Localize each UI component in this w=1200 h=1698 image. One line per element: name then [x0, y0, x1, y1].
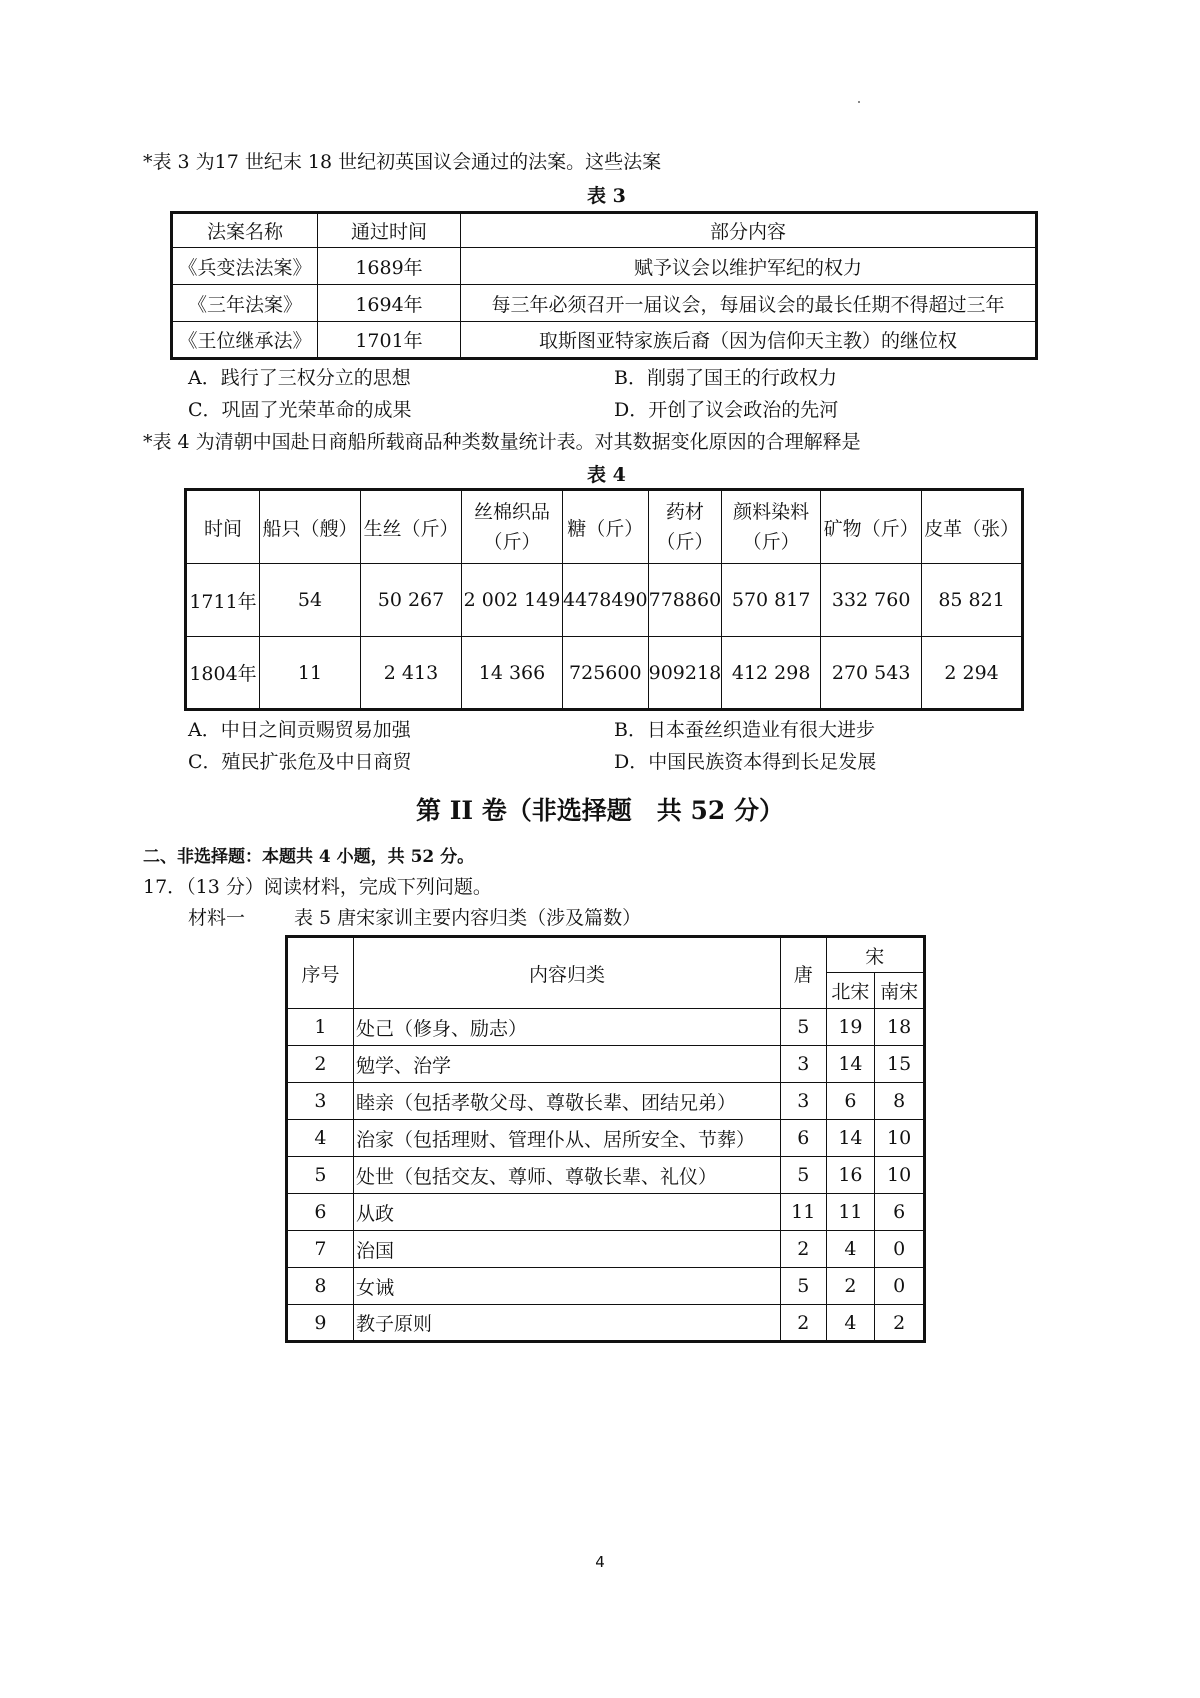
table4-row: [186, 637, 1023, 710]
table3-title: 表 3: [587, 185, 626, 207]
table3-cell: 1701年: [318, 322, 461, 359]
table5-cell: 5: [287, 1157, 354, 1194]
table5-row: [287, 1231, 925, 1268]
table5-cell: 勉学、治学: [353, 1046, 780, 1083]
q16-option-a[interactable]: A．中日之间贡赐贸易加强: [188, 719, 411, 741]
table4-header: [462, 490, 563, 564]
table3-header: 部分内容: [461, 213, 1037, 248]
table4-header-line: （斤）: [742, 531, 800, 553]
table5-cell: 从政: [353, 1194, 780, 1231]
table5-row: [287, 1305, 925, 1342]
table3-cell: 每三年必须召开一届议会，每届议会的最长任期不得超过三年: [461, 285, 1037, 322]
table5-cell: 3: [287, 1083, 354, 1120]
table5-row: [287, 1194, 925, 1231]
table3-row: [172, 322, 1037, 359]
part2-section-heading: 二、非选择题：本题共 4 小题，共 52 分。: [143, 847, 475, 867]
scan-dot: [858, 101, 860, 103]
table5-cell: 5: [780, 1009, 826, 1046]
table4-header-line: （斤）: [656, 531, 714, 553]
q16-option-b[interactable]: B．日本蚕丝织造业有很大进步: [614, 719, 875, 741]
table4-header: 时间: [186, 490, 260, 564]
table4-title: 表 4: [587, 464, 626, 486]
q15-stem: *表 3 为17 世纪末 18 世纪初英国议会通过的法案。这些法案: [143, 151, 662, 173]
table3-cell: 《王位继承法》: [172, 322, 318, 359]
table4-cell: 909218: [648, 637, 722, 710]
q15-option-b[interactable]: B．削弱了国王的行政权力: [614, 367, 837, 389]
table5-header-no: 序号: [287, 937, 354, 1009]
q15-option-c[interactable]: C．巩固了光荣革命的成果: [188, 399, 412, 421]
table4-header: 生丝（斤）: [361, 490, 462, 564]
table5-header-north-song: 北宋: [826, 973, 875, 1009]
table5-cell: 3: [780, 1083, 826, 1120]
table5-cell: 14: [826, 1046, 875, 1083]
table4-header-line: （斤）: [483, 531, 541, 553]
table5-cell: 3: [780, 1046, 826, 1083]
table4-header: 糖（斤）: [563, 490, 649, 564]
table3-cell: 《三年法案》: [172, 285, 318, 322]
table5-cell: 10: [875, 1120, 925, 1157]
table4-cell: 11: [260, 637, 361, 710]
table3-row: [172, 248, 1037, 285]
table5-cell: 2: [780, 1305, 826, 1342]
table3-row: [172, 285, 1037, 322]
table5-title: 表 5 唐宋家训主要内容归类（涉及篇数）: [294, 907, 642, 929]
table5-header-tang: 唐: [780, 937, 826, 1009]
table5-header-content: 内容归类: [353, 937, 780, 1009]
table5-cell: 7: [287, 1231, 354, 1268]
table4-header: 矿物（斤）: [821, 490, 922, 564]
table4-cell: 14 366: [462, 637, 563, 710]
table4-header-line: 颜料染料: [733, 501, 810, 523]
q16-stem: *表 4 为清朝中国赴日商船所载商品种类数量统计表。对其数据变化原因的合理解释是: [143, 431, 861, 453]
table4-cell: 1804年: [186, 637, 260, 710]
table3-cell: 1689年: [318, 248, 461, 285]
table3-header: 通过时间: [318, 213, 461, 248]
table4-cell: 4478490: [563, 564, 649, 637]
table5-cell: 睦亲（包括孝敬父母、尊敬长辈、团结兄弟）: [353, 1083, 780, 1120]
table4-cell: 725600: [563, 637, 649, 710]
table5-cell: 9: [287, 1305, 354, 1342]
table4-header: [722, 490, 821, 564]
table4-cell: 2 002 149: [462, 564, 563, 637]
table5-cell: 11: [826, 1194, 875, 1231]
table4-header-line: 药材: [665, 501, 704, 523]
table5-row: [287, 1046, 925, 1083]
table3: [170, 211, 1038, 360]
table5-cell: 治国: [353, 1231, 780, 1268]
table5-cell: 0: [875, 1268, 925, 1305]
table5-row: [287, 1009, 925, 1046]
table5-cell: 4: [826, 1231, 875, 1268]
table4-cell: 2 294: [922, 637, 1023, 710]
table5-cell: 2: [826, 1268, 875, 1305]
table5-cell: 2: [287, 1046, 354, 1083]
table4-header: 船只（艘）: [260, 490, 361, 564]
table5-cell: 2: [875, 1305, 925, 1342]
table5-cell: 6: [780, 1120, 826, 1157]
table5-cell: 治家（包括理财、管理仆从、居所安全、节葬）: [353, 1120, 780, 1157]
q16-option-d[interactable]: D．中国民族资本得到长足发展: [614, 751, 877, 773]
table5-cell: 4: [826, 1305, 875, 1342]
table5-row: [287, 1120, 925, 1157]
table5-header-song: 宋: [826, 937, 924, 973]
q15-option-a[interactable]: A．践行了三权分立的思想: [188, 367, 411, 389]
table5-cell: 5: [780, 1157, 826, 1194]
table5-cell: 16: [826, 1157, 875, 1194]
table4: [184, 488, 1024, 711]
table5-cell: 10: [875, 1157, 925, 1194]
table4-cell: 778860: [648, 564, 722, 637]
table3-cell: 1694年: [318, 285, 461, 322]
part2-title: 第 II 卷（非选择题 共 52 分）: [416, 796, 784, 825]
table5-cell: 8: [875, 1083, 925, 1120]
table5-cell: 0: [875, 1231, 925, 1268]
table4-cell: 54: [260, 564, 361, 637]
table4-cell: 270 543: [821, 637, 922, 710]
table5-row: [287, 1157, 925, 1194]
table5-cell: 18: [875, 1009, 925, 1046]
table3-cell: 《兵变法法案》: [172, 248, 318, 285]
table4-cell: 85 821: [922, 564, 1023, 637]
table5-cell: 14: [826, 1120, 875, 1157]
table4-cell: 570 817: [722, 564, 821, 637]
table5-cell: 教子原则: [353, 1305, 780, 1342]
q15-option-d[interactable]: D．开创了议会政治的先河: [614, 399, 839, 421]
table5-cell: 11: [780, 1194, 826, 1231]
table4-cell: 2 413: [361, 637, 462, 710]
table5-cell: 6: [287, 1194, 354, 1231]
table5-cell: 6: [826, 1083, 875, 1120]
material-label: 材料一: [188, 907, 246, 929]
table5-cell: 6: [875, 1194, 925, 1231]
table4-header: [648, 490, 722, 564]
table5: [285, 935, 926, 1343]
table5-row: [287, 1083, 925, 1120]
table4-cell: 332 760: [821, 564, 922, 637]
table5-cell: 4: [287, 1120, 354, 1157]
table5-cell: 处世（包括交友、尊师、尊敬长辈、礼仪）: [353, 1157, 780, 1194]
table3-header: 法案名称: [172, 213, 318, 248]
table5-cell: 1: [287, 1009, 354, 1046]
table5-cell: 2: [780, 1231, 826, 1268]
table3-cell: 赋予议会以维护军纪的权力: [461, 248, 1037, 285]
table4-cell: 50 267: [361, 564, 462, 637]
table3-cell: 取斯图亚特家族后裔（因为信仰天主教）的继位权: [461, 322, 1037, 359]
table5-cell: 15: [875, 1046, 925, 1083]
table5-header-south-song: 南宋: [875, 973, 925, 1009]
table4-cell: 412 298: [722, 637, 821, 710]
table5-row: [287, 1268, 925, 1305]
page-number: 4: [595, 1553, 605, 1571]
table4-header: 皮革（张）: [922, 490, 1023, 564]
table4-cell: 1711年: [186, 564, 260, 637]
q16-option-c[interactable]: C．殖民扩张危及中日商贸: [188, 751, 412, 773]
table5-cell: 女诫: [353, 1268, 780, 1305]
table4-header-line: 丝棉织品: [473, 501, 550, 523]
q17-stem: 17．（13 分）阅读材料，完成下列问题。: [143, 876, 492, 898]
table5-cell: 8: [287, 1268, 354, 1305]
table4-row: [186, 564, 1023, 637]
table5-cell: 5: [780, 1268, 826, 1305]
table5-cell: 处己（修身、励志）: [353, 1009, 780, 1046]
table5-cell: 19: [826, 1009, 875, 1046]
